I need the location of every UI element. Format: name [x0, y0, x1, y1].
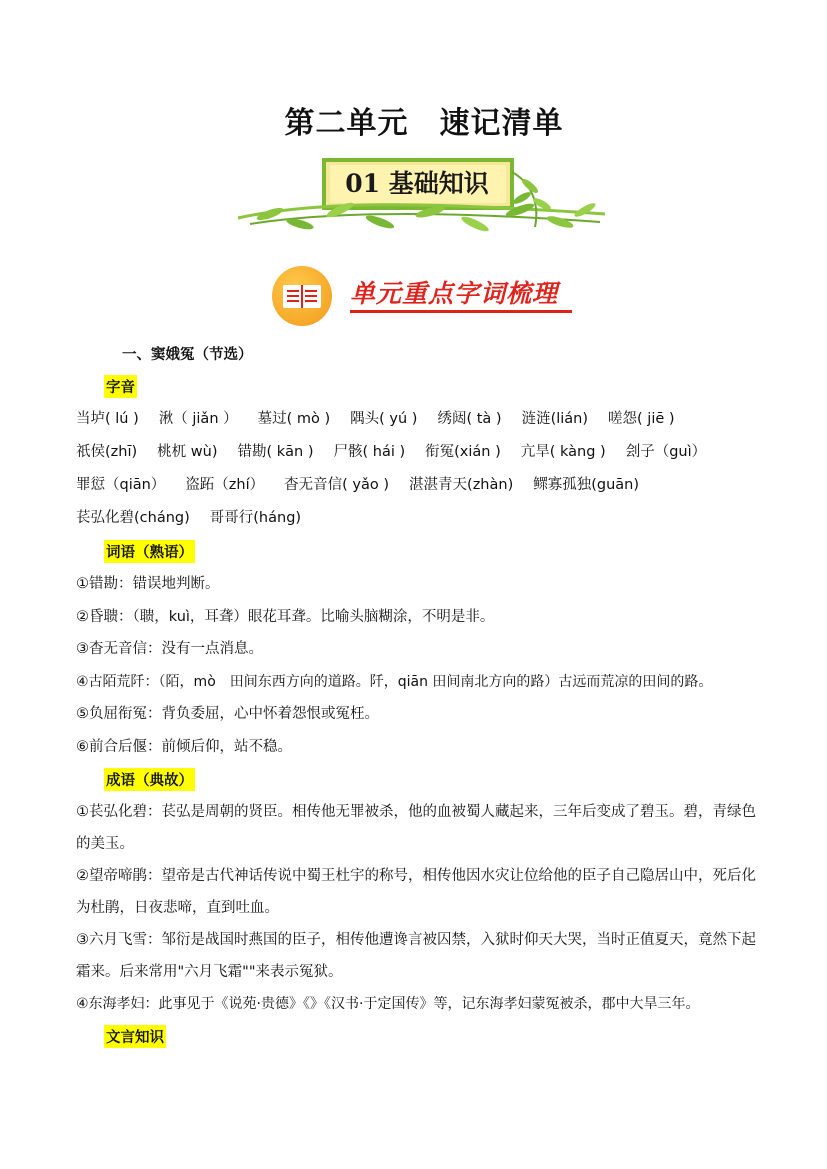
pronunciation-tag: 字音: [104, 375, 137, 398]
pronunciation-item: 湫（ jiǎn ）: [158, 411, 238, 427]
idioms-tag: 成语（典故）: [104, 768, 195, 791]
pronunciation-row: [76, 436, 756, 469]
idiom-item: ②望帝啼鹃：望帝是古代神话传说中蜀王杜宇的称号，相传他因水灾让位给他的臣子自己隐居山中，死后化为杜鹃，日夜悲啼，直到吐血。: [76, 868, 756, 916]
pronunciation-row: [76, 502, 756, 535]
pronunciation-row: [76, 403, 756, 436]
pronunciation-item: 苌弘化碧(cháng): [76, 510, 190, 526]
pronunciation-item: 湛湛青天(zhàn): [409, 477, 514, 493]
content: [76, 340, 756, 1053]
section-header-label: 单元重点字词梳理: [350, 279, 559, 308]
pronunciation-item: 刽子（guì）: [625, 444, 707, 460]
page-title: 第二单元 速记清单: [284, 106, 564, 141]
vocabulary-item: ②昏聩：（聩，kuì，耳聋）眼花耳聋。比喻头脑糊涂，不明是非。: [76, 608, 495, 625]
pronunciation-item: 嗟怨( jiē ): [608, 411, 675, 427]
pronunciation-item: 杳无音信( yǎo ): [284, 477, 390, 493]
section-header: [272, 266, 582, 326]
pronunciation-item: 涟涟(lián): [521, 411, 589, 427]
pronunciation-item: 盗跖（zhí）: [185, 477, 265, 493]
pronunciation-item: 哥哥行(háng): [209, 510, 302, 526]
vocabulary-item: ①错勘：错误地判断。: [76, 576, 220, 592]
pronunciation-item: 亢旱( kàng ): [520, 444, 606, 460]
pronunciation-item: 当垆( lú ): [76, 411, 139, 427]
classical-tag: 文言知识: [104, 1025, 166, 1048]
vocabulary-item: ⑥前合后偃：前倾后仰，站不稳。: [76, 738, 292, 755]
pronunciation-item: 祇侯(zhī): [76, 444, 138, 460]
pronunciation-item: 绣闼( tà ): [437, 411, 502, 427]
pronunciation-item: 桃杌 wù): [157, 444, 218, 460]
idiom-item: ④东海孝妇：此事见于《说苑·贵德》《》《汉书·于定国传》等，记东海孝妇蒙冤被杀，郡中大旱三年。: [76, 996, 700, 1012]
pronunciation-item: 衔冤(xián ): [425, 444, 501, 460]
vocabulary-tag: 词语（熟语）: [104, 540, 195, 563]
pronunciation-item: 鳏寡孤独(guān): [533, 477, 640, 493]
pronunciation-row: [76, 469, 756, 502]
section-underline: [350, 310, 572, 313]
pronunciation-item: 罪愆（qiān）: [76, 477, 166, 493]
idiom-item: ③六月飞雪：邹衍是战国时燕国的臣子，相传他遭谗言被囚禁，入狱时仰天大哭，当时正值夏天，竟然下起霜来。后来常用"六月飞霜""来表示冤狱。: [76, 932, 756, 980]
book-icon: [272, 266, 332, 326]
pronunciation-item: 隅头( yú ): [350, 411, 418, 427]
vocabulary-item: ③杳无音信：没有一点消息。: [76, 641, 263, 657]
pronunciation-item: 墓过( mò ): [257, 411, 331, 427]
vocabulary-item: ⑤负屈衔冤：背负委屈，心中怀着怨恨或冤枉。: [76, 706, 379, 722]
pronunciation-item: 错勘( kān ): [237, 444, 314, 460]
vocabulary-item: ④古陌荒阡：（陌，mò 田间东西方向的道路。阡，qiān 田间南北方向的路）古远而荒凉的田间的路。: [76, 673, 713, 690]
pronunciation-item: 尸骸( hái ): [333, 444, 406, 460]
banner-label: 01 基础知识: [345, 169, 489, 198]
idiom-item: ①苌弘化碧：苌弘是周朝的贤臣。相传他无罪被杀，他的血被蜀人藏起来，三年后变成了碧玉。碧，青绿色的美玉。: [76, 804, 756, 852]
lesson-title: 一、窦娥冤（节选）: [122, 347, 253, 363]
